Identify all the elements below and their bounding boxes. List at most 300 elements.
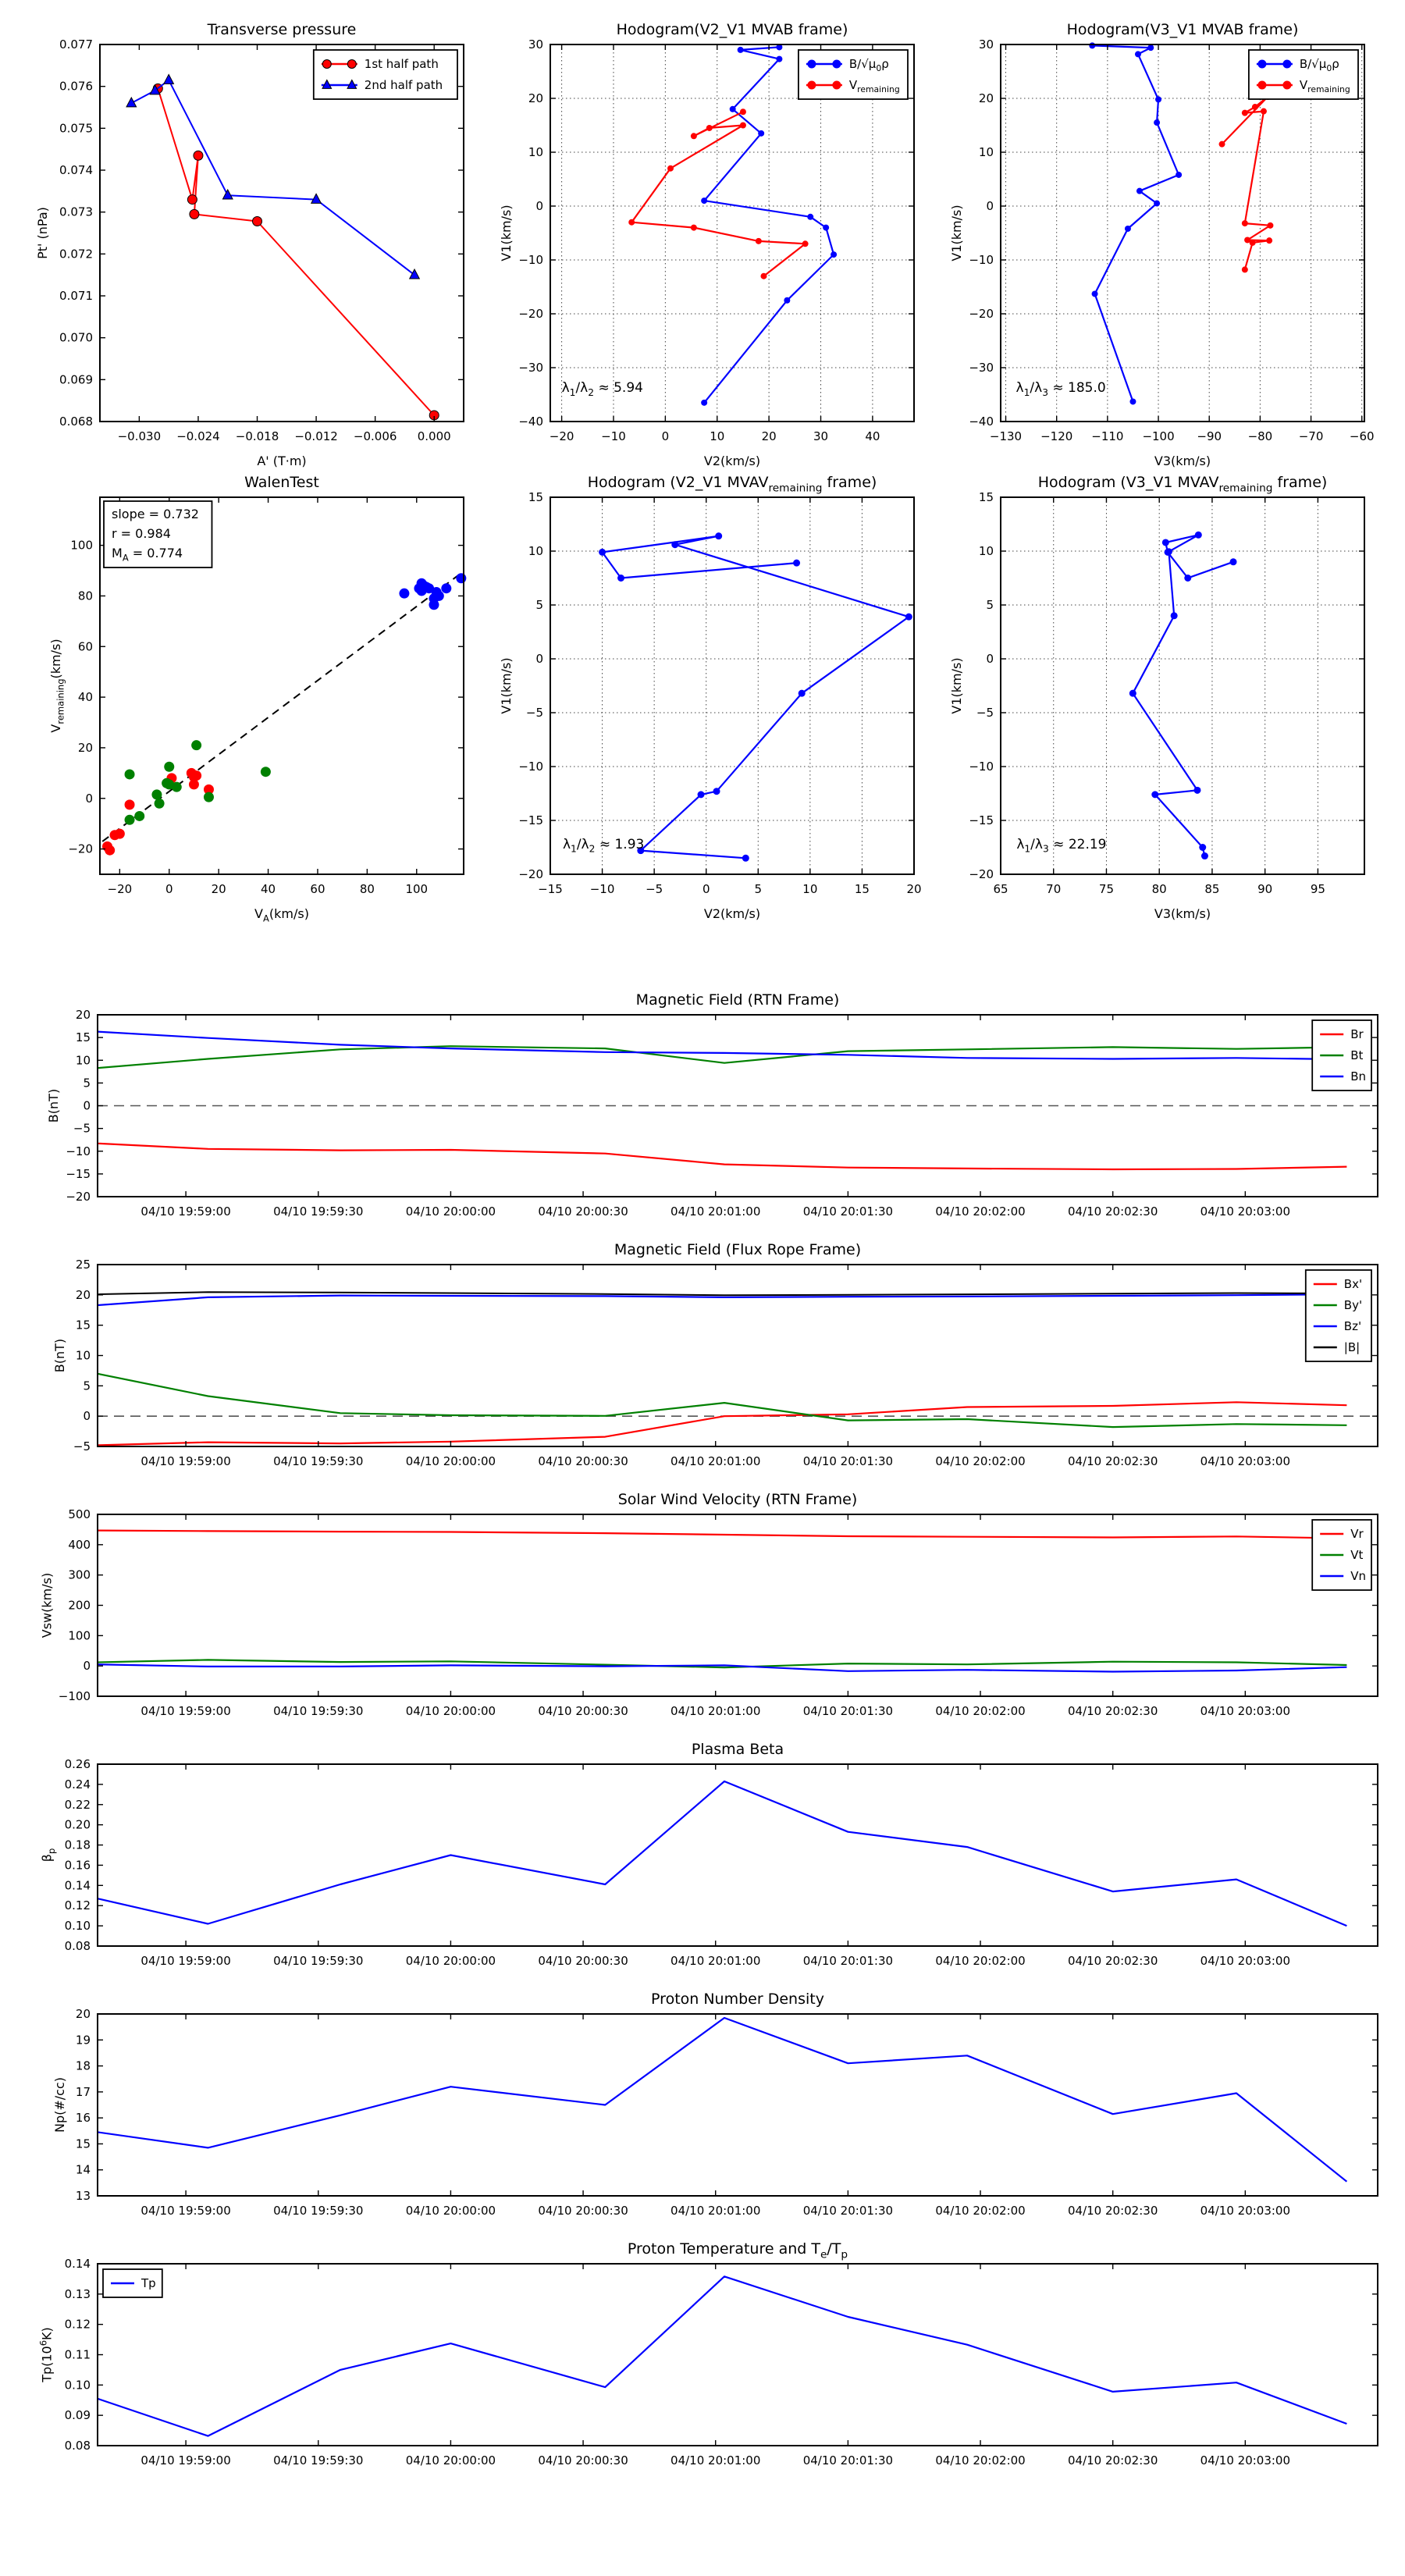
y-axis: [518, 490, 914, 881]
y-tick-label: −40: [518, 415, 543, 429]
x-axis-label: V2(km/s): [703, 906, 761, 921]
y-tick-label: 0: [83, 1659, 91, 1674]
marker-dot: [807, 81, 816, 90]
marker-circle: [253, 216, 262, 226]
marker-dot: [713, 788, 720, 795]
y-axis: [65, 1757, 1378, 1953]
chart-title: Hodogram(V2_V1 MVAB frame): [616, 21, 848, 38]
y-tick-label: 0: [83, 1409, 91, 1424]
marker-triangle: [164, 74, 174, 84]
marker-triangle: [410, 269, 420, 279]
marker-dot: [134, 811, 144, 821]
x-tick-label: 04/10 20:03:00: [1200, 1454, 1291, 1468]
x-tick-label: 04/10 19:59:30: [273, 1454, 364, 1468]
y-tick-label: 400: [68, 1537, 91, 1552]
marker-dot: [701, 197, 707, 204]
x-tick-label: 04/10 19:59:30: [273, 1204, 364, 1219]
marker-dot: [1171, 612, 1178, 619]
legend-label: Tp: [141, 2276, 156, 2290]
x-tick-label: 04/10 20:02:00: [935, 1704, 1026, 1718]
x-tick-label: 20: [211, 882, 226, 896]
x-tick-label: −110: [1091, 429, 1124, 443]
legend: [1249, 50, 1358, 99]
y-tick-label: 19: [75, 2033, 91, 2048]
series-v-remaining: [1219, 94, 1274, 272]
marker-dot: [905, 614, 912, 621]
marker-circle: [322, 60, 331, 69]
annotation: $\lambda_1/\lambda_2 \approx 1.93$: [562, 836, 645, 855]
chart-vsw-rtn: [39, 1491, 1378, 1718]
chart-title: Plasma Beta: [691, 1741, 784, 1758]
marker-dot: [1176, 172, 1182, 178]
marker-dot: [1155, 96, 1161, 102]
x-axis-label: A' (T·m): [257, 454, 307, 468]
plot-frame: [1001, 497, 1364, 874]
y-tick-label: −5: [73, 1121, 91, 1136]
series-scatter-red: [102, 768, 214, 856]
x-tick-label: 04/10 20:03:00: [1200, 2204, 1291, 2218]
y-tick-label: −5: [525, 706, 543, 720]
chart-hodogram-v2v1-mvab: [499, 21, 914, 468]
y-tick-label: 15: [528, 490, 543, 504]
info-box-line: $M_A = 0.774$: [112, 546, 183, 564]
plot-frame: [98, 2264, 1378, 2446]
x-tick-label: −80: [1247, 429, 1273, 443]
legend: [314, 50, 457, 99]
y-tick-label: 0: [83, 1098, 91, 1113]
chart-title: Proton Number Density: [651, 1991, 824, 2008]
x-axis: [140, 1514, 1290, 1718]
chart-hodogram-v2v1-mvav: [499, 474, 922, 921]
marker-dot: [1219, 141, 1225, 148]
plot-frame: [100, 44, 464, 422]
y-tick-label: 20: [75, 1008, 91, 1022]
y-tick-label: 20: [75, 2007, 91, 2021]
x-tick-label: 04/10 20:02:30: [1068, 1204, 1158, 1219]
y-tick-label: −15: [66, 1166, 91, 1181]
marker-dot: [1154, 119, 1160, 126]
y-tick-label: −10: [969, 253, 994, 267]
marker-dot: [1135, 51, 1141, 57]
x-tick-label: 0: [702, 882, 710, 896]
marker-dot: [807, 60, 816, 69]
chart-transverse-pressure: [35, 21, 464, 468]
x-tick-label: 04/10 19:59:00: [140, 2453, 231, 2467]
chart-proton-temperature: [37, 2240, 1378, 2467]
y-tick-label: 0.10: [64, 1919, 91, 1934]
y-tick-label: 0.11: [64, 2347, 91, 2362]
marker-dot: [1092, 290, 1098, 297]
marker-dot: [799, 690, 806, 697]
y-tick-label: 10: [528, 145, 543, 159]
y-tick-label: 0.10: [64, 2378, 91, 2393]
chart-walen-test: [48, 474, 467, 923]
chart-title: Proton Temperature and $T_e/T_p$: [627, 2240, 848, 2261]
y-tick-label: 0.075: [59, 121, 93, 136]
x-tick-label: 04/10 20:00:00: [405, 1704, 496, 1718]
marker-circle: [347, 60, 356, 69]
marker-dot: [1267, 222, 1273, 229]
x-tick-label: −20: [549, 429, 574, 443]
x-axis-label: V2(km/s): [703, 454, 761, 468]
info-box-line: r = 0.984: [112, 526, 171, 541]
y-tick-label: 0: [986, 652, 994, 666]
marker-dot: [715, 532, 722, 539]
x-tick-label: −0.030: [117, 429, 162, 443]
y-tick-label: −20: [518, 307, 543, 321]
y-tick-label: −20: [969, 307, 994, 321]
y-tick-label: 14: [75, 2162, 91, 2177]
x-tick-label: −0.012: [294, 429, 338, 443]
x-tick-label: 04/10 20:01:30: [802, 1454, 894, 1468]
x-tick-label: 04/10 20:03:00: [1200, 2453, 1291, 2467]
marker-dot: [1151, 791, 1158, 798]
y-tick-label: 5: [83, 1379, 91, 1393]
marker-triangle: [311, 194, 322, 203]
marker-dot: [1266, 237, 1272, 244]
marker-triangle: [126, 98, 137, 107]
x-tick-label: 0: [661, 429, 670, 443]
x-tick-label: 04/10 19:59:30: [273, 2204, 364, 2218]
x-tick-label: 04/10 20:00:00: [405, 1204, 496, 1219]
marker-dot: [1242, 266, 1248, 272]
marker-dot: [1199, 844, 1206, 851]
marker-dot: [617, 575, 624, 582]
marker-dot: [1129, 690, 1136, 697]
series-Br: [98, 1144, 1346, 1169]
series-Bn: [98, 1032, 1346, 1060]
plot-frame: [550, 44, 914, 422]
x-tick-label: 04/10 20:02:30: [1068, 2453, 1158, 2467]
y-tick-label: 0.20: [64, 1817, 91, 1832]
y-tick-label: −40: [969, 415, 994, 429]
marker-dot: [807, 214, 813, 220]
y-tick-label: 15: [75, 1318, 91, 1332]
y-tick-label: 20: [75, 1287, 91, 1302]
y-tick-label: 100: [70, 538, 93, 553]
x-tick-label: 10: [802, 882, 818, 896]
marker-dot: [1201, 852, 1208, 859]
x-tick-label: 04/10 20:00:30: [538, 2204, 628, 2218]
legend-label: 2nd half path: [364, 78, 443, 92]
x-axis-label: $V_A(km/s)$: [254, 906, 309, 924]
marker-dot: [1282, 60, 1291, 69]
marker-circle: [187, 195, 197, 205]
x-tick-label: 5: [754, 882, 763, 896]
y-tick-label: 60: [77, 639, 93, 654]
x-tick-label: −15: [538, 882, 563, 896]
chart-title: Hodogram (V3_V1 $MVAV_{remaining}$ frame): [1037, 474, 1328, 495]
marker-dot: [758, 130, 764, 137]
y-axis-label: V1(km/s): [948, 205, 964, 262]
y-tick-label: 100: [68, 1628, 91, 1643]
marker-dot: [738, 47, 744, 53]
y-tick-label: 10: [75, 1348, 91, 1363]
y-tick-label: 0.068: [59, 415, 93, 429]
x-tick-label: 04/10 19:59:30: [273, 2453, 364, 2467]
x-axis: [140, 1764, 1290, 1968]
marker-dot: [151, 789, 162, 799]
y-tick-label: −30: [518, 361, 543, 375]
marker-dot: [831, 251, 837, 258]
legend: [103, 2269, 162, 2297]
y-tick-label: 0.077: [59, 37, 93, 52]
series-Vr: [98, 1531, 1346, 1539]
series-alfven-speed: [1089, 42, 1182, 404]
y-axis: [76, 2007, 1378, 2203]
x-tick-label: 04/10 20:01:30: [802, 2204, 894, 2218]
y-tick-label: −20: [518, 867, 543, 881]
marker-dot: [1252, 104, 1258, 110]
y-tick-label: 0: [85, 791, 93, 806]
legend: [1312, 1520, 1371, 1590]
x-tick-label: 04/10 20:01:30: [802, 1704, 894, 1718]
y-tick-label: −20: [68, 841, 93, 856]
y-tick-label: −10: [969, 760, 994, 774]
y-axis-label: $\beta_p$: [39, 1848, 57, 1863]
x-tick-label: 04/10 20:01:30: [802, 1954, 894, 1968]
x-tick-label: 04/10 20:02:30: [1068, 2204, 1158, 2218]
y-tick-label: 0.16: [64, 1858, 91, 1873]
y-tick-label: 10: [75, 1053, 91, 1068]
x-tick-label: 40: [261, 882, 276, 896]
plot-frame: [98, 2014, 1378, 2196]
x-axis: [990, 44, 1375, 443]
x-tick-label: −100: [1142, 429, 1175, 443]
x-tick-label: 04/10 19:59:30: [273, 1954, 364, 1968]
x-tick-label: 04/10 19:59:00: [140, 1704, 231, 1718]
marker-dot: [691, 133, 697, 139]
marker-dot: [1129, 398, 1136, 404]
marker-dot: [172, 782, 182, 792]
x-tick-label: 80: [1151, 882, 1167, 896]
x-axis: [140, 1015, 1290, 1219]
x-tick-label: 30: [813, 429, 829, 443]
marker-dot: [628, 219, 635, 226]
chart-title: Hodogram (V2_V1 $MVAV_{remaining}$ frame): [587, 474, 877, 495]
series-v-remaining: [628, 109, 808, 279]
y-tick-label: 0: [535, 652, 543, 666]
marker-dot: [125, 769, 135, 779]
marker-dot: [1282, 81, 1291, 90]
marker-dot: [667, 165, 674, 172]
y-tick-label: 0.26: [64, 1757, 91, 1771]
y-tick-label: 0: [535, 199, 543, 213]
info-box: [104, 501, 212, 568]
x-tick-label: 04/10 19:59:00: [140, 1204, 231, 1219]
marker-dot: [1125, 226, 1131, 232]
x-tick-label: 0.000: [417, 429, 451, 443]
x-tick-label: 0: [165, 882, 173, 896]
y-tick-label: 200: [68, 1598, 91, 1613]
x-tick-label: 04/10 19:59:00: [140, 1954, 231, 1968]
legend-label: |B|: [1343, 1340, 1361, 1354]
y-axis-label: Pt' (nPa): [35, 207, 50, 259]
y-tick-label: 0.071: [59, 289, 93, 303]
y-tick-label: 300: [68, 1567, 91, 1582]
y-tick-label: −100: [58, 1689, 91, 1703]
chart-proton-density: [52, 1991, 1378, 2218]
x-tick-label: 95: [1310, 882, 1325, 896]
x-tick-label: 04/10 20:00:30: [538, 2453, 628, 2467]
marker-dot: [832, 60, 841, 69]
marker-dot: [691, 225, 697, 231]
annotation: $\lambda_1/\lambda_3 \approx 22.19$: [1016, 836, 1107, 855]
x-axis: [140, 2014, 1290, 2218]
marker-dot: [204, 792, 214, 802]
series-By-prime: [98, 1374, 1346, 1427]
x-tick-label: −10: [589, 882, 615, 896]
marker-dot: [760, 273, 767, 279]
y-tick-label: −20: [66, 1190, 91, 1204]
y-tick-label: 20: [77, 740, 93, 755]
annotation: $\lambda_1/\lambda_3 \approx 185.0$: [1016, 380, 1106, 398]
y-tick-label: −10: [66, 1144, 91, 1158]
legend: [1306, 1270, 1371, 1361]
chart-hodogram-v3v1-mvav: [949, 474, 1364, 921]
marker-dot: [1257, 81, 1266, 90]
legend-label: Bz': [1343, 1319, 1362, 1333]
x-tick-label: 80: [359, 882, 375, 896]
legend-label: By': [1343, 1298, 1363, 1312]
x-tick-label: 04/10 20:00:00: [405, 1454, 496, 1468]
x-tick-label: 04/10 20:00:30: [538, 1204, 628, 1219]
y-tick-label: 0.18: [64, 1838, 91, 1852]
marker-dot: [1257, 60, 1266, 69]
marker-dot: [599, 549, 606, 556]
legend-label: Vr: [1350, 1527, 1364, 1541]
y-axis-label: B(nT): [52, 1338, 68, 1373]
x-tick-label: 04/10 20:03:00: [1200, 1704, 1291, 1718]
legend-label: $B/√\mu_0\rho$: [848, 57, 889, 74]
marker-dot: [1162, 539, 1169, 546]
y-axis-label: V1(km/s): [498, 657, 514, 714]
x-tick-label: 04/10 20:02:00: [935, 1954, 1026, 1968]
marker-dot: [125, 815, 135, 825]
annotation: $\lambda_1/\lambda_2 \approx 5.94$: [561, 380, 643, 398]
x-axis-label: V3(km/s): [1154, 906, 1211, 921]
marker-dot: [1230, 558, 1237, 565]
y-tick-label: −15: [969, 813, 994, 827]
legend-label: Vt: [1350, 1548, 1364, 1562]
marker-dot: [164, 762, 174, 772]
chart-title: Magnetic Field (Flux Rope Frame): [614, 1241, 862, 1258]
x-tick-label: 04/10 20:00:00: [405, 2453, 496, 2467]
x-tick-label: 04/10 20:01:00: [670, 2453, 761, 2467]
x-tick-label: 60: [310, 882, 325, 896]
y-tick-label: 40: [77, 690, 93, 705]
y-axis-label: $V_{remaining}(km/s)$: [48, 639, 66, 733]
legend-label: $V_{remaining}$: [848, 78, 900, 95]
chart-title: Magnetic Field (RTN Frame): [635, 991, 840, 1009]
x-tick-label: 04/10 20:03:00: [1200, 1954, 1291, 1968]
x-tick-label: 04/10 20:00:30: [538, 1704, 628, 1718]
x-tick-label: 100: [405, 882, 429, 896]
chart-title: Hodogram(V3_V1 MVAB frame): [1066, 21, 1299, 38]
y-axis-label: $Tp(10^6K)$: [37, 2327, 55, 2382]
y-tick-label: −5: [73, 1439, 91, 1453]
chart-b-rtn: [46, 991, 1378, 1219]
y-tick-label: 15: [75, 2137, 91, 2151]
y-axis: [65, 2257, 1378, 2453]
marker-dot: [155, 799, 165, 809]
x-tick-label: 70: [1046, 882, 1062, 896]
y-tick-label: 18: [75, 2058, 91, 2073]
marker-dot: [802, 240, 809, 247]
series-scatter-blue: [399, 573, 466, 610]
marker-dot: [671, 541, 678, 548]
y-axis-label: Np(#/cc): [52, 2077, 68, 2133]
marker-dot: [1165, 548, 1172, 555]
marker-dot: [823, 225, 829, 231]
y-tick-label: 0.12: [64, 2317, 91, 2332]
y-tick-label: 0.14: [64, 1878, 91, 1893]
y-tick-label: 16: [75, 2111, 91, 2126]
y-tick-label: 25: [75, 1258, 91, 1272]
y-tick-label: 0.09: [64, 2408, 91, 2423]
marker-dot: [698, 791, 705, 798]
x-tick-label: −130: [989, 429, 1023, 443]
x-tick-label: 15: [854, 882, 870, 896]
y-tick-label: 0.12: [64, 1898, 91, 1913]
y-axis: [73, 1258, 1378, 1453]
y-tick-label: 0.24: [64, 1777, 91, 1791]
series-beta-p: [98, 1781, 1346, 1926]
x-tick-label: 04/10 20:01:00: [670, 1954, 761, 1968]
chart-title: Solar Wind Velocity (RTN Frame): [617, 1491, 858, 1508]
y-tick-label: −30: [969, 361, 994, 375]
marker-dot: [1195, 532, 1202, 539]
x-tick-label: 04/10 20:02:00: [935, 1204, 1026, 1219]
x-tick-label: 04/10 20:02:30: [1068, 1954, 1158, 1968]
marker-dot: [784, 297, 790, 304]
y-tick-label: 20: [528, 91, 543, 105]
legend-label: Bt: [1350, 1048, 1364, 1062]
marker-dot: [730, 106, 736, 112]
marker-dot: [1089, 42, 1095, 48]
x-tick-label: 20: [761, 429, 777, 443]
x-tick-label: −20: [107, 882, 133, 896]
marker-dot: [756, 238, 762, 244]
series-second-half-path: [126, 74, 419, 279]
x-tick-label: −0.006: [353, 429, 397, 443]
chart-title: Transverse pressure: [207, 21, 357, 38]
y-tick-label: 13: [75, 2189, 91, 2203]
legend-label: Br: [1350, 1027, 1364, 1041]
marker-dot: [1147, 44, 1154, 51]
y-tick-label: 10: [528, 544, 543, 558]
marker-dot: [191, 770, 201, 781]
x-tick-label: 04/10 20:02:00: [935, 1454, 1026, 1468]
y-tick-label: 0.13: [64, 2286, 91, 2301]
plot-frame: [98, 1514, 1378, 1696]
x-axis: [140, 2264, 1290, 2467]
series-v-remaining-path: [1129, 532, 1237, 859]
y-tick-label: 20: [978, 91, 994, 105]
info-box-line: slope = 0.732: [112, 507, 199, 521]
marker-dot: [441, 583, 451, 593]
plot-frame: [1001, 44, 1364, 422]
y-tick-label: 0.069: [59, 372, 93, 387]
marker-dot: [832, 81, 841, 90]
chart-b-fluxrope: [52, 1241, 1378, 1468]
y-tick-label: 17: [75, 2084, 91, 2099]
y-tick-label: 5: [535, 598, 543, 612]
x-tick-label: 04/10 20:02:30: [1068, 1454, 1158, 1468]
legend-label: Vn: [1350, 1569, 1366, 1583]
legend-label: 1st half path: [364, 57, 439, 71]
x-tick-label: −10: [601, 429, 626, 443]
